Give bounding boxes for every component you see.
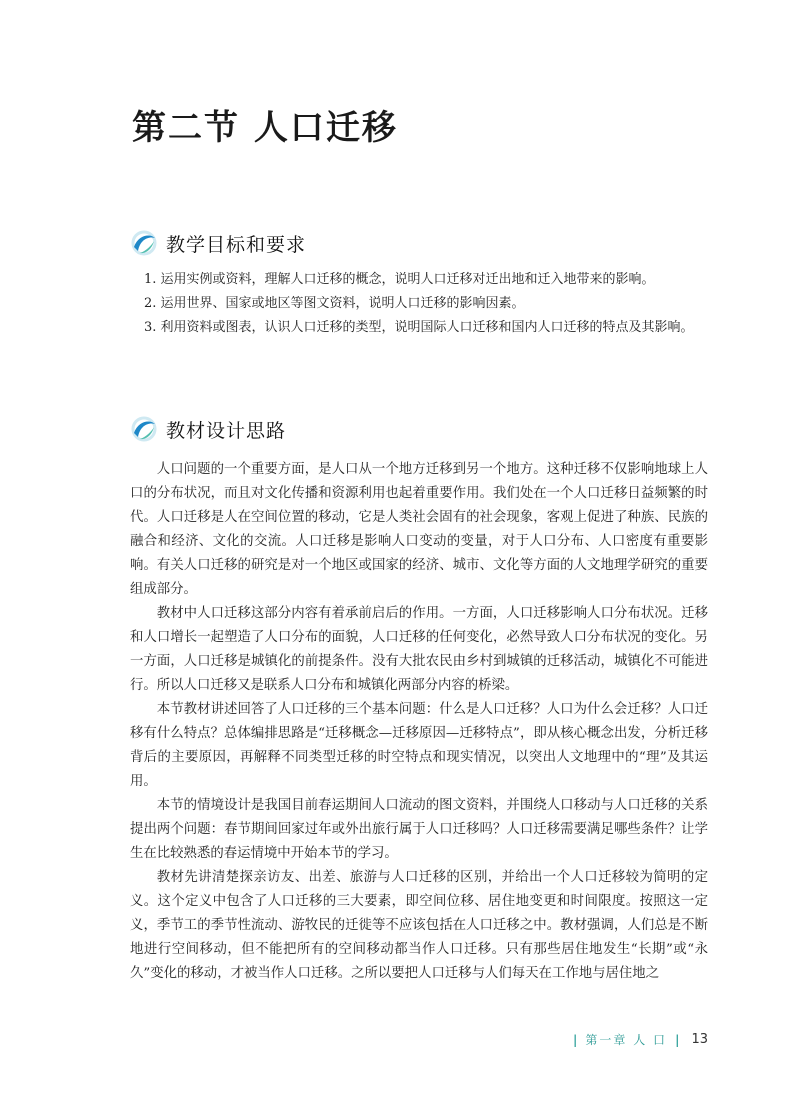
body-text (130, 458, 708, 986)
paragraph: 人口问题的一个重要方面，是人口从一个地方迁移到另一个地方。这种迁移不仅影响地球上人口的分布状况，而且对文化传播和资源利用也起着重要作用。我们处在一个人口迁移日益频繁的时代。人口迁移是人在空间位置的移动，它是人类社会固有的社会现象，客观上促进了种族、民族的融合和经济、文化的交流。人口迁移是影响人口变动的变量，对于人口分布、人口密度有重要影响。有关人口迁移的研究是对一个地区或国家的经济、城市、文化等方面的人文地理学研究的重要组成部分。 (130, 462, 708, 597)
list-item: 2. 运用世界、国家或地区等图文资料，说明人口迁移的影响因素。 (144, 296, 525, 311)
section-header-design (130, 414, 286, 444)
page-title: 第二节 人口迁移 (132, 108, 398, 148)
section-header-objectives (130, 228, 306, 258)
swoosh-icon (130, 415, 158, 443)
paragraph: 教材中人口迁移这部分内容有着承前启后的作用。一方面，人口迁移影响人口分布状况。迁移和人口增长一起塑造了人口分布的面貌，人口迁移的任何变化，必然导致人口分布状况的变化。另一方面，人口迁移是城镇化的前提条件。没有大批农民由乡村到城镇的迁移活动，城镇化不可能进行。所以人口迁移又是联系人口分布和城镇化两部分内容的桥梁。 (130, 606, 708, 693)
section-heading: 教材设计思路 (166, 419, 287, 442)
section-heading: 教学目标和要求 (166, 233, 307, 256)
list-item: 1. 运用实例或资料，理解人口迁移的概念，说明人口迁移对迁出地和迁入地带来的影响。 (144, 272, 655, 287)
paragraph: 本节的情境设计是我国目前春运期间人口流动的图文资料，并围绕人口移动与人口迁移的关系提出两个问题：春节期间回家过年或外出旅行属于人口迁移吗？人口迁移需要满足哪些条件？让学生在比较熟悉的春运情境中开始本节的学习。 (130, 798, 708, 861)
swoosh-icon (130, 229, 158, 257)
objectives-list (130, 268, 708, 340)
paragraph: 本节教材讲述回答了人口迁移的三个基本问题：什么是人口迁移？人口为什么会迁移？人口迁移有什么特点？总体编排思路是“迁移概念—迁移原因—迁移特点”，即从核心概念出发，分析迁移背后的主要原因，再解释不同类型迁移的时空特点和现实情况，以突出人文地理中的“理”及其运用。 (130, 702, 708, 789)
paragraph: 教材先讲清楚探亲访友、出差、旅游与人口迁移的区别，并给出一个人口迁移较为简明的定义。这个定义中包含了人口迁移的三大要素，即空间位移、居住地变更和时间限度。按照这一定义，季节工的季节性流动、游牧民的迁徙等不应该包括在人口迁移之中。教材强调，人们总是不断地进行空间移动，但不能把所有的空间移动都当作人口迁移。只有那些居住地发生“长期”或“永久”变化的移动，才被当作人口迁移。之所以要把人口迁移与人们每天在工作地与居住地之 (130, 870, 708, 981)
divider: | (675, 1032, 680, 1047)
divider: | (573, 1032, 578, 1047)
page-footer (573, 1031, 708, 1048)
page-number: 13 (691, 1032, 708, 1047)
chapter-label: 第一章 人 口 (585, 1033, 668, 1047)
list-item: 3. 利用资料或图表，认识人口迁移的类型，说明国际人口迁移和国内人口迁移的特点及其影响。 (144, 320, 694, 335)
